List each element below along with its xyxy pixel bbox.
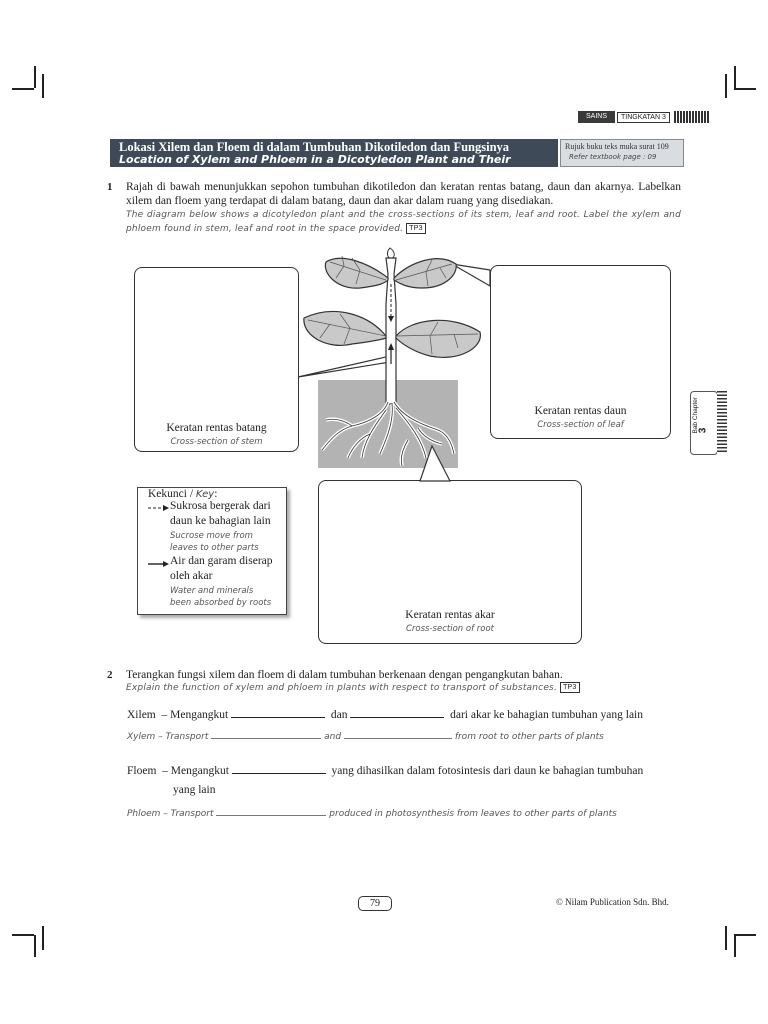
leaf-caption-english: Cross-section of leaf [537, 420, 624, 430]
solid-arrow-icon [148, 560, 170, 568]
root-cross-section-box [318, 480, 582, 644]
key-sucrose-line2: daun ke bahagian lain [170, 515, 271, 527]
key-title: Kekunci / Key: [148, 488, 218, 500]
phloem-english-blank[interactable] [216, 806, 326, 816]
subject-label: SAINS [578, 111, 615, 123]
key-water-english-1: Water and minerals [170, 586, 254, 596]
stripe-decoration [674, 111, 710, 123]
leaf-top-right [394, 259, 456, 288]
crop-mark [12, 88, 34, 90]
question-2-english: Explain the function of xylem and phloem in plants with respect to transport of substances. TP3 [126, 681, 580, 695]
crop-mark [725, 926, 727, 950]
leaf-cross-section-box [490, 265, 671, 439]
question-1-number: 1 [107, 181, 113, 193]
phloem-blank-1[interactable] [232, 763, 326, 774]
root-caption: Keratan rentas akar [405, 609, 495, 621]
form-label: TINGKATAN 3 [617, 112, 670, 123]
xylem-answer-row: Xilem – Mengangkut dan dari akar ke bahagian tumbuhan yang lain [127, 709, 643, 721]
leaf-top-left [325, 258, 388, 288]
title-english: Location of Xylem and Phloem in a Dicotyledon Plant and Their Functions [119, 153, 511, 179]
leaf-bottom-right [396, 320, 480, 357]
dashed-arrow-icon [148, 504, 170, 512]
crop-mark [734, 66, 736, 88]
crop-mark [42, 74, 44, 98]
question-1-english: The diagram below shows a dicotyledon plant and the cross-sections of its stem, leaf and root. Label the xylem and phloem found in stem, leaf and root in the space provided. TP3 [126, 210, 681, 234]
leaf-pointer [452, 264, 490, 286]
phloem-answer-continuation: yang lain [173, 784, 216, 796]
xylem-blank-2[interactable] [350, 707, 444, 718]
tp-badge: TP3 [406, 223, 425, 234]
key-sucrose-english-2: leaves to other parts [170, 543, 259, 553]
crop-mark [734, 88, 756, 90]
title-malay: Lokasi Xilem dan Floem di dalam Tumbuhan Dikotiledon dan Fungsinya [119, 140, 510, 154]
key-water-english-2: been absorbed by roots [170, 598, 272, 608]
reference-malay: Rujuk buku teks muka surat 109 [565, 142, 669, 151]
dicotyledon-plant-illustration [290, 244, 500, 484]
xylem-blank-1[interactable] [231, 707, 325, 718]
crop-mark [734, 935, 736, 957]
shoot-tip [387, 248, 394, 258]
crop-mark [34, 66, 36, 88]
chapter-number: 3 [697, 427, 709, 434]
crop-mark [42, 926, 44, 950]
page-number: 79 [358, 896, 392, 911]
reference-english: Refer textbook page : 09 [569, 153, 657, 161]
root-caption-english: Cross-section of root [406, 624, 494, 634]
key-legend [137, 487, 287, 615]
stem-caption-english: Cross-section of stem [170, 437, 263, 447]
key-water-line2: oleh akar [170, 570, 213, 582]
section-title [110, 139, 558, 179]
crop-mark [734, 934, 756, 936]
xylem-english-blank-2[interactable] [344, 729, 452, 739]
key-sucrose-english-1: Sucrose move from [170, 531, 253, 541]
crop-mark [34, 935, 36, 957]
xylem-english-row: Xylem – Transport and from root to other parts of plants [127, 729, 604, 742]
key-water-line1: Air dan garam diserap [170, 555, 273, 567]
textbook-reference [560, 139, 684, 167]
question-2-number: 2 [107, 669, 113, 681]
subject-bar [578, 111, 710, 123]
crop-mark [12, 934, 34, 936]
stripe-decoration [717, 391, 727, 453]
stem-pointer [298, 356, 390, 377]
xylem-english-blank-1[interactable] [211, 729, 321, 739]
chapter-side-tab [686, 391, 726, 453]
stem-caption: Keratan rentas batang [166, 422, 267, 434]
leaf-caption: Keratan rentas daun [534, 405, 627, 417]
copyright-notice: © Nilam Publication Sdn. Bhd. [556, 897, 669, 907]
leaf-bottom-left [304, 312, 386, 346]
phloem-english-row: Phloem – Transport produced in photosynthesis from leaves to other parts of plants [127, 806, 617, 819]
phloem-answer-row: Floem – Mengangkut yang dihasilkan dalam fotosintesis dari daun ke bahagian tumbuhan [127, 765, 644, 777]
question-2-text: Terangkan fungsi xilem dan floem di dalam tumbuhan berkenaan dengan pengangkutan bahan. [126, 669, 563, 681]
tp-badge: TP3 [560, 682, 579, 693]
key-sucrose-line1: Sukrosa bergerak dari [170, 500, 271, 512]
stem-cross-section-box [134, 267, 299, 452]
chapter-label: Bab Chapter [692, 397, 699, 434]
question-1-text: Rajah di bawah menunjukkan sepohon tumbuhan dikotiledon dan keratan rentas batang, daun dan akarnya. Labelkan xilem dan floem yang terdapat di dalam batang, daun dan akar dalam ruang yang disediakan. [126, 181, 681, 207]
crop-mark [725, 74, 727, 98]
